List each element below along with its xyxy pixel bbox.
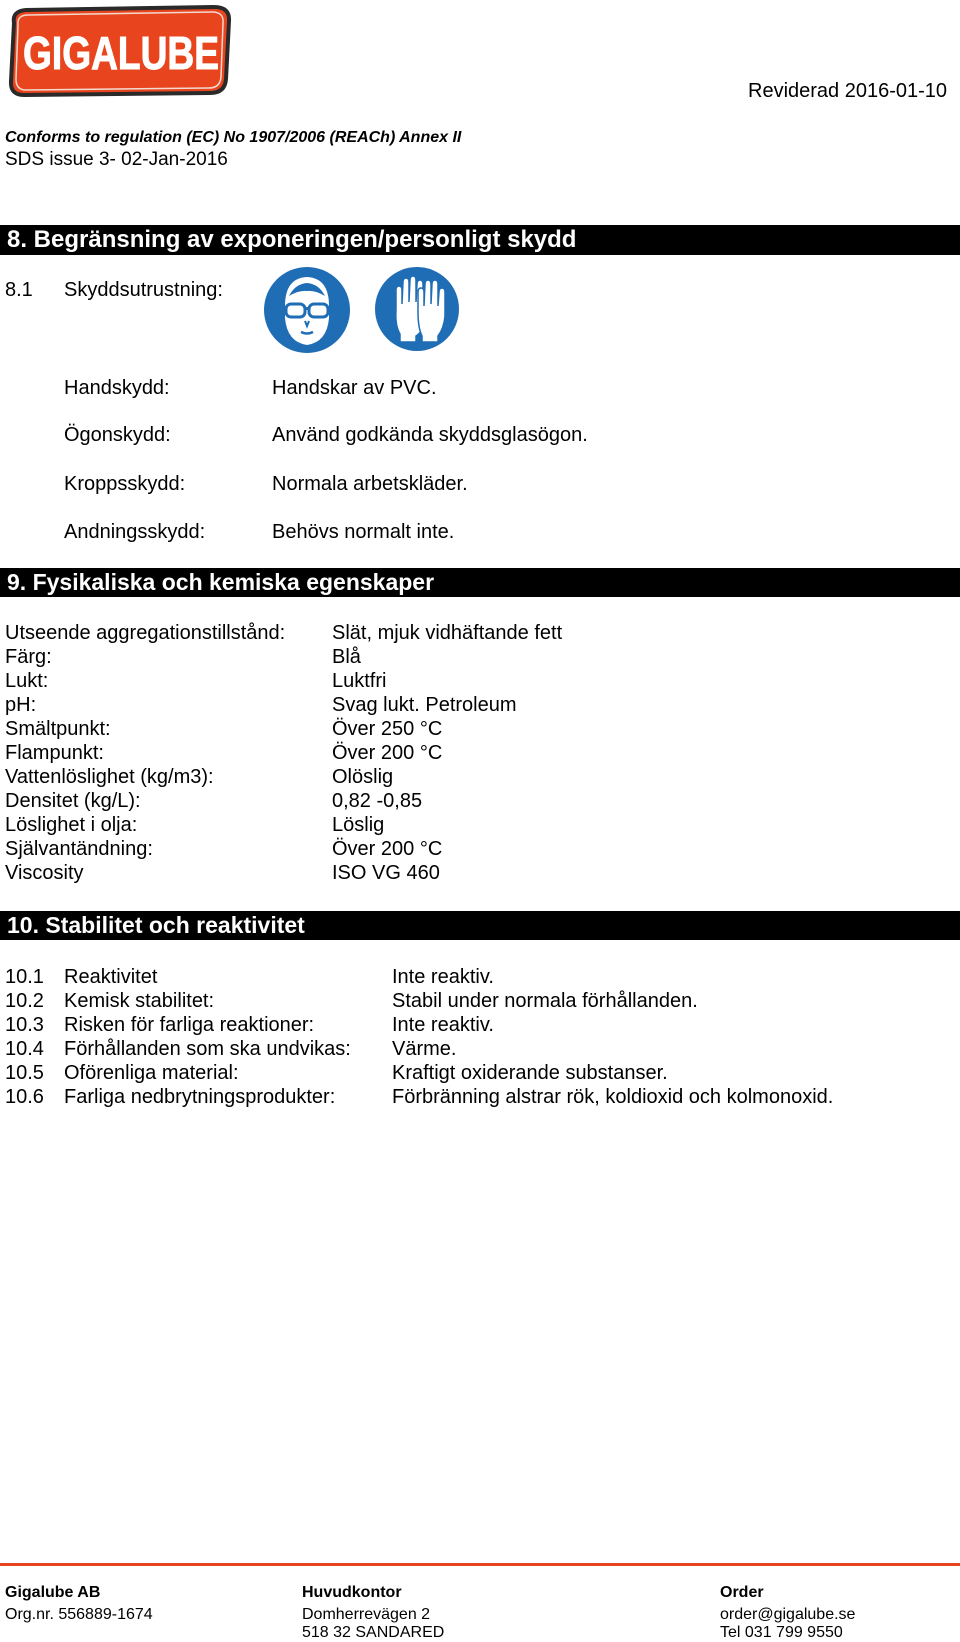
- footer-divider: [0, 1563, 960, 1566]
- respiratory-protection-value: Behövs normalt inte.: [272, 521, 455, 543]
- item-number: 10.6: [5, 1086, 44, 1108]
- item-label: Risken för farliga reaktioner:: [64, 1014, 315, 1036]
- property-value: Svag lukt. Petroleum: [332, 694, 517, 716]
- section-10-heading: 10. Stabilitet och reaktivitet: [0, 911, 960, 940]
- property-value: ISO VG 460: [332, 862, 440, 884]
- section-8-heading: 8. Begränsning av exponeringen/personligt skydd: [0, 225, 960, 255]
- revision-date: Reviderad 2016-01-10: [748, 80, 948, 102]
- property-label: Lukt:: [5, 670, 49, 692]
- property-label: Vattenlöslighet (kg/m3):: [5, 766, 214, 788]
- respiratory-protection-label: Andningsskydd:: [64, 521, 206, 543]
- property-value: Blå: [332, 646, 361, 668]
- property-label: Viscosity: [5, 862, 84, 884]
- item-number: 10.3: [5, 1014, 44, 1036]
- hand-protection-value: Handskar av PVC.: [272, 377, 437, 399]
- section-8-1-label: Skyddsutrustning:: [64, 279, 223, 301]
- property-label: Färg:: [5, 646, 52, 668]
- safety-glasses-icon: [263, 266, 351, 354]
- property-label: pH:: [5, 694, 37, 716]
- footer-org-number: Org.nr. 556889-1674: [5, 1606, 153, 1623]
- item-number: 10.4: [5, 1038, 44, 1060]
- item-number: 10.2: [5, 990, 44, 1012]
- footer-order-heading: Order: [720, 1584, 764, 1601]
- property-value: Över 200 °C: [332, 838, 443, 860]
- property-value: Olöslig: [332, 766, 394, 788]
- item-number: 10.5: [5, 1062, 44, 1084]
- item-value: Inte reaktiv.: [392, 966, 494, 988]
- property-label: Löslighet i olja:: [5, 814, 138, 836]
- eye-protection-value: Använd godkända skyddsglasögon.: [272, 424, 588, 446]
- footer-street: Domherrevägen 2: [302, 1606, 431, 1623]
- property-value: Slät, mjuk vidhäftande fett: [332, 622, 563, 644]
- item-value: Inte reaktiv.: [392, 1014, 494, 1036]
- item-value: Kraftigt oxiderande substanser.: [392, 1062, 668, 1084]
- gigalube-logo: [4, 3, 234, 97]
- item-label: Kemisk stabilitet:: [64, 990, 215, 1012]
- item-value: Värme.: [392, 1038, 457, 1060]
- property-label: Utseende aggregationstillstånd:: [5, 622, 286, 644]
- property-label: Densitet (kg/L):: [5, 790, 141, 812]
- item-value: Stabil under normala förhållanden.: [392, 990, 698, 1012]
- logo-text: GIGALUBE: [23, 27, 219, 79]
- body-protection-value: Normala arbetskläder.: [272, 473, 468, 495]
- section-8-1-number: 8.1: [5, 279, 33, 301]
- item-label: Oförenliga material:: [64, 1062, 239, 1084]
- hand-protection-label: Handskydd:: [64, 377, 170, 399]
- sds-issue: SDS issue 3- 02-Jan-2016: [5, 149, 228, 170]
- protective-gloves-icon: [374, 266, 460, 352]
- regulation-note: Conforms to regulation (EC) No 1907/2006 (REACh) Annex II: [5, 129, 462, 146]
- property-label: Flampunkt:: [5, 742, 104, 764]
- item-label: Förhållanden som ska undvikas:: [64, 1038, 351, 1060]
- property-value: 0,82 -0,85: [332, 790, 423, 812]
- footer-order-email[interactable]: order@gigalube.se: [720, 1606, 856, 1623]
- item-number: 10.1: [5, 966, 44, 988]
- section-9-heading: 9. Fysikaliska och kemiska egenskaper: [0, 568, 960, 597]
- property-value: Löslig: [332, 814, 385, 836]
- footer-postcode: 518 32 SANDARED: [302, 1624, 445, 1641]
- item-value: Förbränning alstrar rök, koldioxid och kolmonoxid.: [392, 1086, 834, 1108]
- property-label: Självantändning:: [5, 838, 153, 860]
- property-value: Över 250 °C: [332, 718, 443, 740]
- property-value: Luktfri: [332, 670, 387, 692]
- footer-phone: Tel 031 799 9550: [720, 1624, 843, 1641]
- eye-protection-label: Ögonskydd:: [64, 424, 171, 446]
- item-label: Reaktivitet: [64, 966, 158, 988]
- footer-office-heading: Huvudkontor: [302, 1584, 402, 1601]
- body-protection-label: Kroppsskydd:: [64, 473, 186, 495]
- footer-company-heading: Gigalube AB: [5, 1584, 101, 1601]
- property-label: Smältpunkt:: [5, 718, 111, 740]
- property-value: Över 200 °C: [332, 742, 443, 764]
- item-label: Farliga nedbrytningsprodukter:: [64, 1086, 336, 1108]
